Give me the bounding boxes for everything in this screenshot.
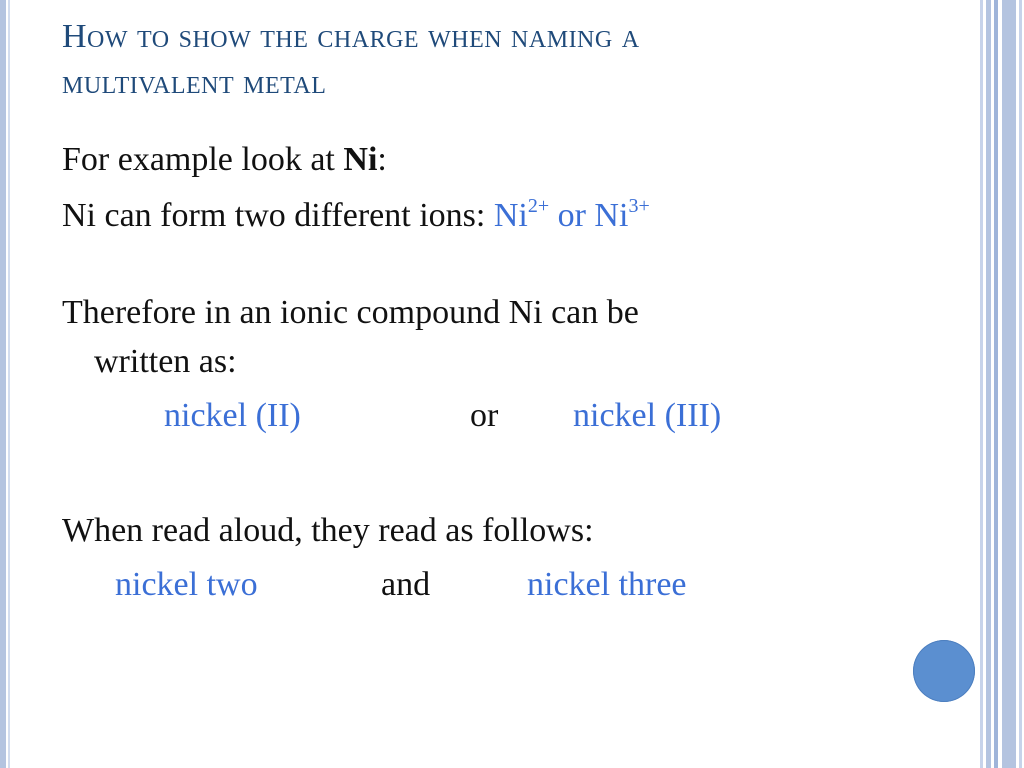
right-stripe-1: [980, 0, 983, 768]
right-stripe-2: [986, 0, 991, 768]
ion-or: or Ni: [549, 197, 629, 234]
name-nickel-iii: nickel (III): [573, 397, 722, 434]
ion1-symbol: Ni: [493, 197, 528, 234]
accent-circle: [913, 640, 975, 702]
title-line-2: multivalent metal: [62, 64, 327, 101]
ion-nickel-2: [494, 197, 650, 234]
read-aloud-line: When read aloud, they read as follows:: [62, 512, 594, 549]
ions-prefix: Ni can form two different ions:: [62, 197, 494, 234]
written-as-line: written as:: [94, 343, 237, 380]
therefore-line: Therefore in an ionic compound Ni can be: [62, 294, 639, 331]
right-stripe-5: [1019, 0, 1022, 768]
read-nickel-three: nickel three: [527, 566, 687, 603]
example-suffix: :: [377, 141, 387, 178]
name-nickel-ii: nickel (II): [164, 397, 301, 434]
left-border-thin-stripe: [8, 0, 10, 768]
right-border-band: [980, 0, 1024, 768]
right-stripe-3: [994, 0, 998, 768]
ion1-charge: 2+: [527, 195, 550, 217]
slide-title: [62, 14, 912, 106]
and-word: and: [381, 566, 431, 603]
right-stripe-4: [1002, 0, 1016, 768]
left-border-stripe: [0, 0, 6, 768]
or-word: or: [470, 397, 499, 434]
example-line: [62, 141, 387, 179]
read-nickel-two: nickel two: [115, 566, 258, 603]
ions-line: [62, 197, 650, 235]
ion2-charge: 3+: [628, 195, 650, 217]
example-element: Ni: [343, 141, 378, 178]
example-prefix: For example look at: [62, 141, 344, 178]
title-line-1: How to show the charge when naming a: [62, 18, 640, 55]
